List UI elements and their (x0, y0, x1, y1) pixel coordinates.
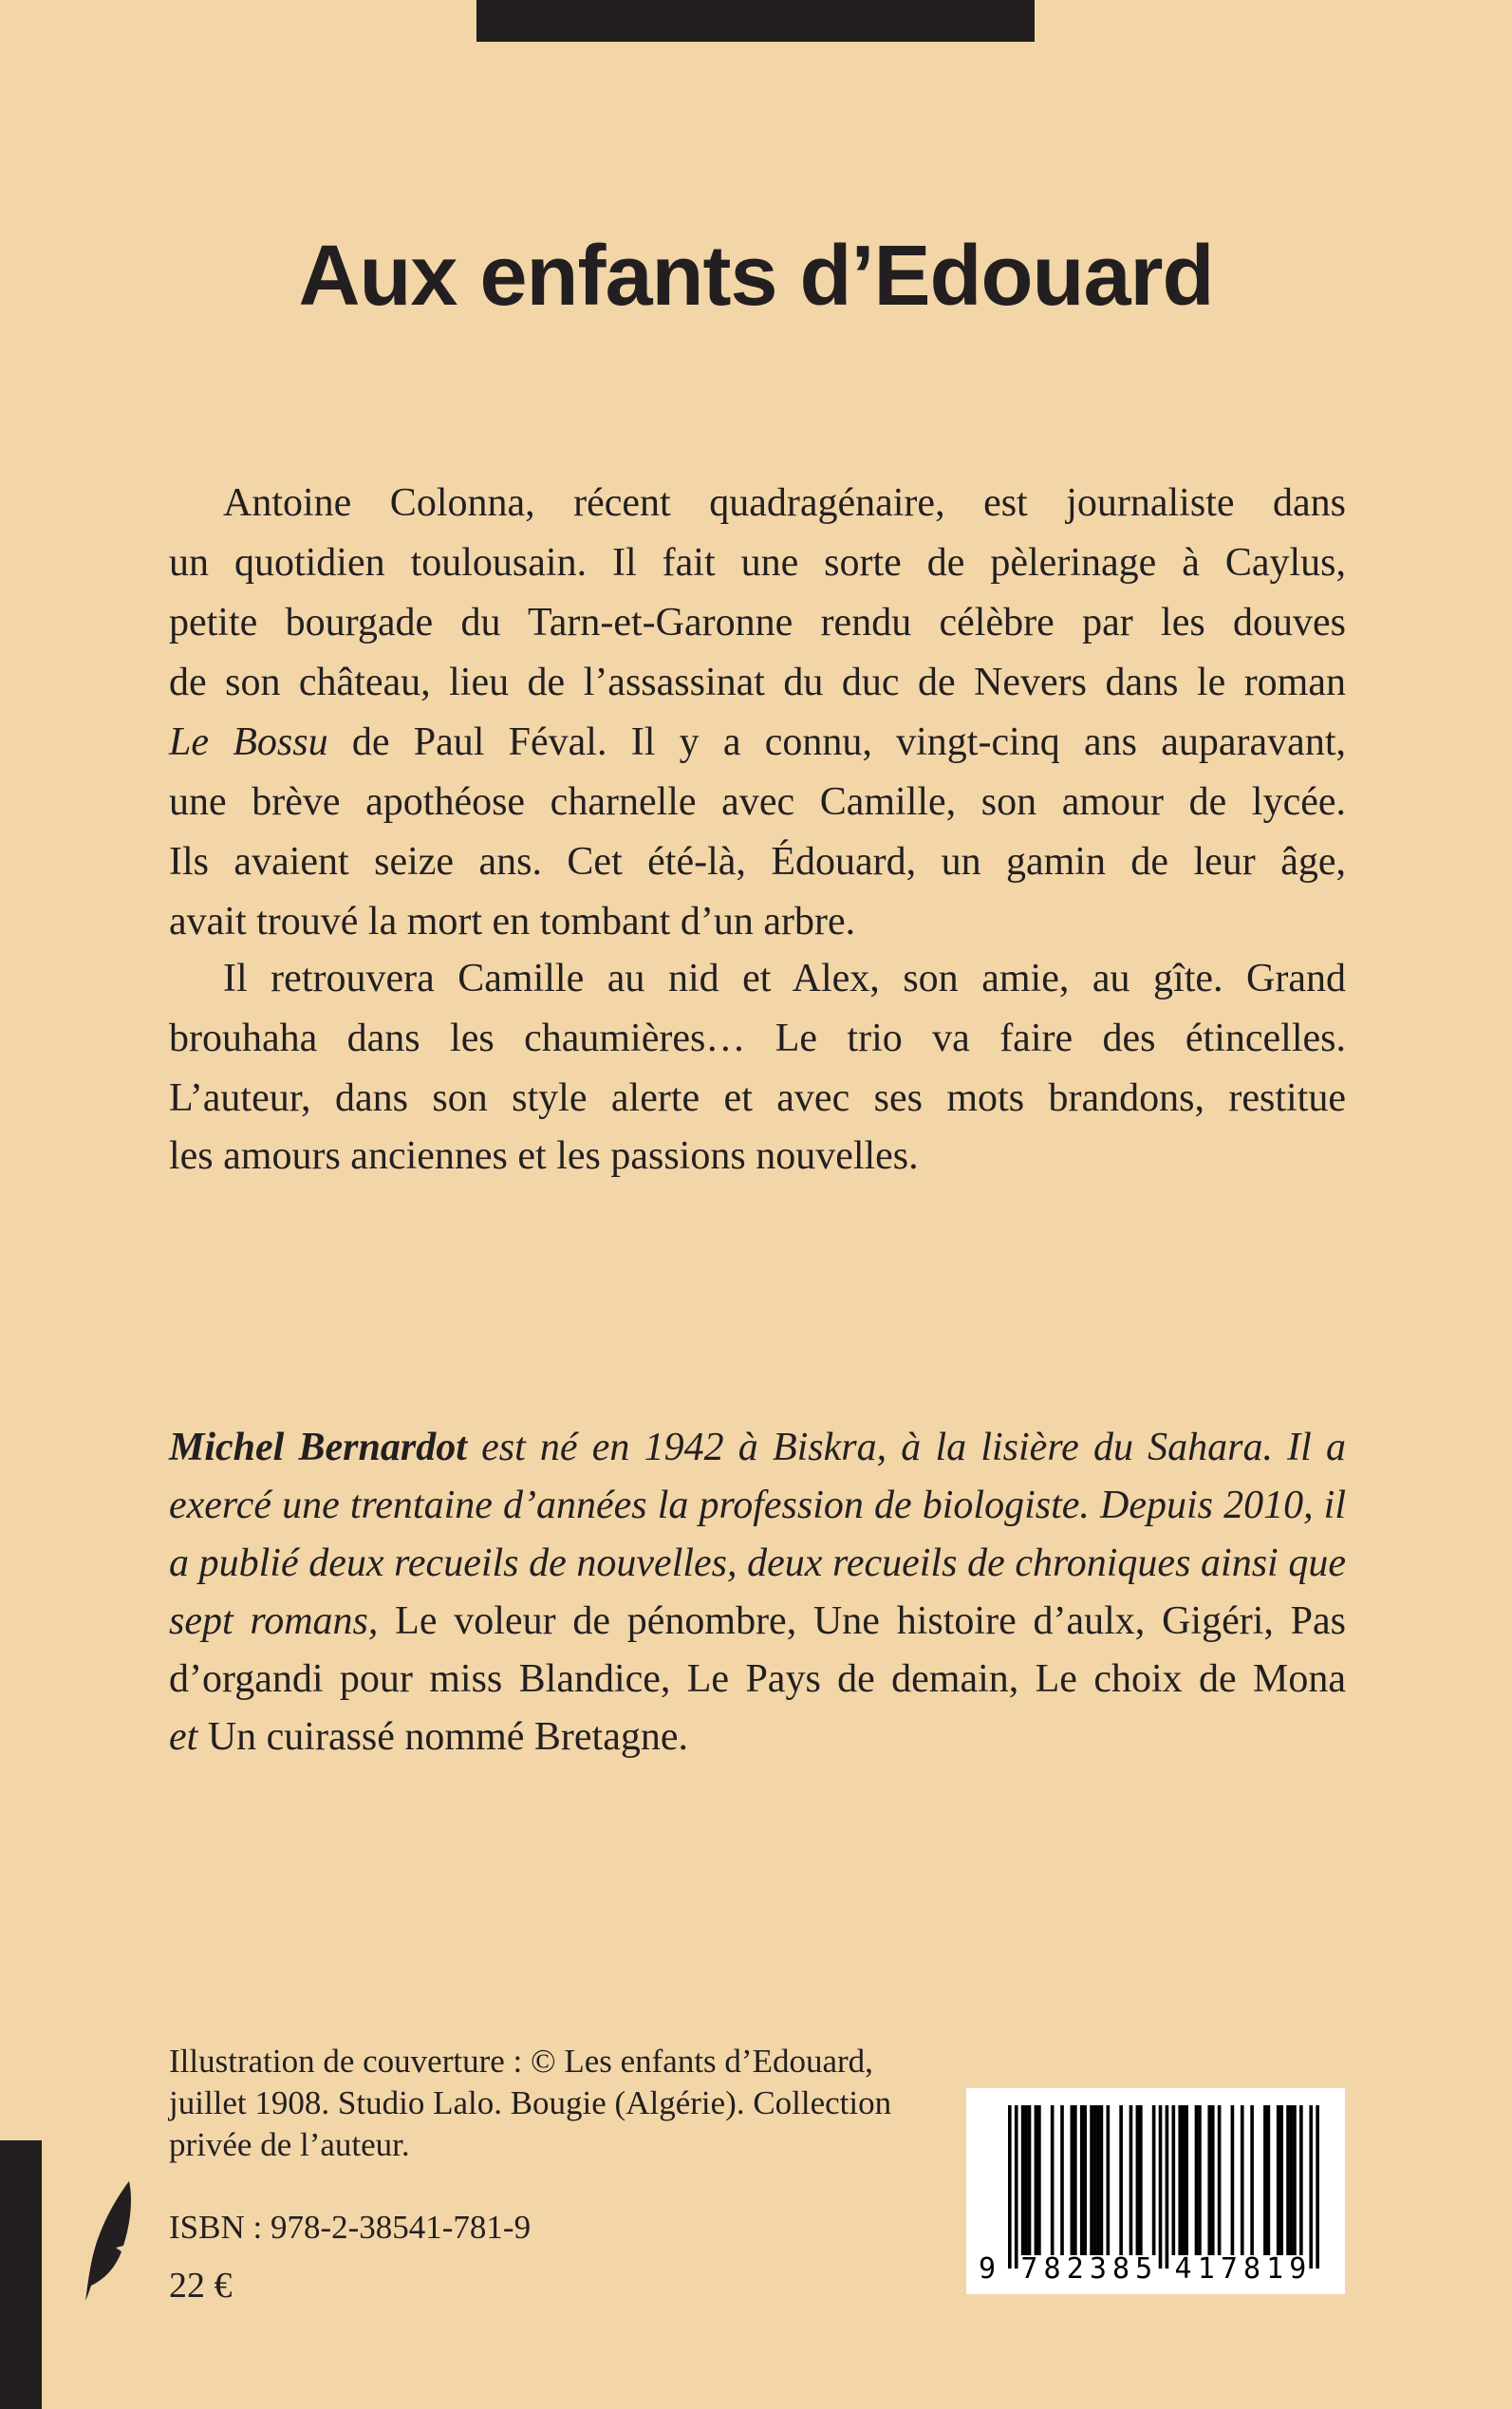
price: 22 € (169, 2266, 233, 2306)
barcode-bar (1218, 2105, 1222, 2255)
blurb-line (169, 659, 1346, 706)
barcode-bar (1008, 2105, 1012, 2269)
text-segment: Un cuirassé nommé Bretagne. (197, 1715, 688, 1759)
bio-line (169, 1482, 1346, 1529)
blurb-line (223, 479, 1346, 527)
barcode-bar (1286, 2105, 1290, 2255)
barcode-digit: 3 (1089, 2252, 1107, 2286)
text-segment: d’organdi pour miss Blandice, Le Pays de demain, Le choix de Mona (169, 1657, 1346, 1701)
barcode-digit: 9 (1289, 2252, 1307, 2286)
text-segment: de Paul Féval. Il y a connu, vingt-cinq ans auparavant, (327, 720, 1346, 764)
barcode-digit: 2 (1066, 2252, 1084, 2286)
text-segment: Il retrouvera Camille au nid et Alex, son amie, au gîte. Grand (223, 957, 1346, 1000)
bio-line (169, 1655, 1346, 1703)
text-segment: Le voleur de pénombre, Une histoire d’aulx, Gigéri, Pas (378, 1599, 1346, 1643)
barcode-bar (1080, 2105, 1084, 2255)
barcode-bar (1100, 2105, 1104, 2255)
bio-line (169, 1424, 1346, 1471)
text-segment: exercé une trentaine d’années la profession de biologiste. Depuis 2010, il (169, 1484, 1346, 1527)
barcode-bar (1015, 2105, 1018, 2269)
barcode-bar (1107, 2105, 1111, 2255)
credit-line: privée de l’auteur. (169, 2126, 410, 2163)
barcode-digit: 1 (1266, 2252, 1284, 2286)
blurb-line (169, 1015, 1346, 1062)
barcode-digit: 7 (1020, 2252, 1038, 2286)
barcode-bar (1195, 2105, 1199, 2255)
barcode-bar (1198, 2105, 1202, 2255)
barcode-bar (1207, 2105, 1211, 2255)
barcode-bar (1073, 2105, 1077, 2255)
barcode-bar (1277, 2105, 1280, 2255)
blurb-line (169, 778, 1346, 826)
barcode-bar (1071, 2105, 1074, 2255)
text-segment: est né en 1942 à Biskra, à la lisière du Sahara. Il a (466, 1426, 1346, 1469)
barcode-bar (1250, 2105, 1254, 2255)
barcode-bar (1159, 2105, 1163, 2269)
side-bar (0, 2140, 42, 2409)
barcode-bar (1263, 2105, 1267, 2255)
text-segment: les amours anciennes et les passions nouvelles. (169, 1134, 919, 1178)
blurb-line (223, 955, 1346, 1002)
barcode-bar (1231, 2105, 1235, 2255)
blurb-line (169, 1074, 1346, 1122)
barcode-bar (1293, 2105, 1297, 2255)
barcode-bar (1279, 2105, 1283, 2255)
barcode-digit: 9 (978, 2252, 997, 2286)
barcode-bar (1172, 2105, 1176, 2255)
text-segment: un quotidien toulousain. Il fait une sorte de pèlerinage à Caylus, (169, 541, 1346, 585)
text-segment: Le Bossu (169, 720, 328, 764)
feather-logo-icon (82, 2179, 139, 2303)
barcode-bar (1185, 2105, 1188, 2255)
barcode-bar (1060, 2105, 1064, 2255)
barcode-bar (1093, 2105, 1097, 2255)
barcode-bar (1299, 2105, 1303, 2255)
bio-line (169, 1540, 1346, 1587)
barcode-digit: 4 (1174, 2252, 1192, 2286)
barcode-bar (1241, 2105, 1244, 2255)
bio-line (169, 1713, 1346, 1761)
text-segment: petite bourgade du Tarn-et-Garonne rendu célèbre par les douves (169, 601, 1346, 644)
barcode-bar (1290, 2105, 1294, 2255)
barcode-digit: 8 (1242, 2252, 1261, 2286)
text-segment: de son château, lieu de l’assassinat du duc de Nevers dans le roman (169, 661, 1346, 704)
bio-line (169, 1597, 1346, 1645)
barcode-bar (1090, 2105, 1093, 2255)
barcode-bar (1136, 2105, 1140, 2255)
text-segment: L’auteur, dans son style alerte et avec ses mots brandons, restitue (169, 1076, 1346, 1120)
text-segment: Ils avaient seize ans. Cet été-là, Édouard, un gamin de leur âge, (169, 840, 1346, 884)
barcode-digit: 8 (1111, 2252, 1130, 2286)
barcode-bar (1152, 2105, 1156, 2255)
barcode-bar (1267, 2105, 1271, 2255)
credit-line: Illustration de couverture : © Les enfants d’Edouard, (169, 2043, 873, 2080)
credit-line: juillet 1908. Studio Lalo. Bougie (Algérie). Collection (169, 2084, 892, 2121)
barcode-bar (1316, 2105, 1319, 2269)
barcode-digit: 5 (1135, 2252, 1153, 2286)
book-title: Aux enfants d’Edouard (298, 229, 1214, 324)
barcode-bar (1083, 2105, 1087, 2255)
blurb-line (169, 539, 1346, 587)
barcode-bar (1119, 2105, 1123, 2255)
barcode-bar (1051, 2105, 1055, 2255)
barcode-bar (1139, 2105, 1143, 2255)
text-segment: brouhaha dans les chaumières… Le trio va faire des étincelles. (169, 1017, 1346, 1060)
barcode-bar (1096, 2105, 1100, 2255)
text-segment: Michel Bernardot (169, 1426, 467, 1469)
barcode-bar (1211, 2105, 1215, 2255)
text-segment: a publié deux recueils de nouvelles, deux recueils de chroniques ainsi que (169, 1541, 1346, 1585)
barcode-bar (1182, 2105, 1185, 2255)
blurb-line (169, 838, 1346, 886)
barcode-bar (1178, 2105, 1182, 2255)
barcode-bar (1037, 2105, 1041, 2255)
barcode-digit: 8 (1043, 2252, 1061, 2286)
text-segment: une brève apothéose charnelle avec Camille, son amour de lycée. (169, 780, 1346, 824)
blurb-line (169, 719, 1346, 766)
barcode-bar (1024, 2105, 1028, 2255)
barcode-bar (1021, 2105, 1025, 2255)
isbn-barcode (966, 2088, 1345, 2294)
text-segment: Antoine Colonna, récent quadragénaire, est journaliste dans (223, 481, 1346, 525)
isbn: ISBN : 978-2-38541-781-9 (169, 2209, 532, 2246)
text-segment: avait trouvé la mort en tombant d’un arbre. (169, 900, 856, 943)
barcode-digit: 1 (1197, 2252, 1215, 2286)
blurb-line (169, 898, 1346, 945)
barcode-digit: 7 (1220, 2252, 1238, 2286)
barcode-bar (1129, 2105, 1133, 2255)
barcode-bar (1028, 2105, 1032, 2255)
text-segment: et (169, 1715, 198, 1759)
blurb-line (169, 1132, 1346, 1180)
barcode-bar (1035, 2105, 1038, 2255)
barcode-bar (1166, 2105, 1169, 2269)
blurb-line (169, 599, 1346, 646)
top-spine-bar (476, 0, 1035, 42)
text-segment: sept romans, (169, 1599, 379, 1643)
barcode-bar (1309, 2105, 1313, 2269)
